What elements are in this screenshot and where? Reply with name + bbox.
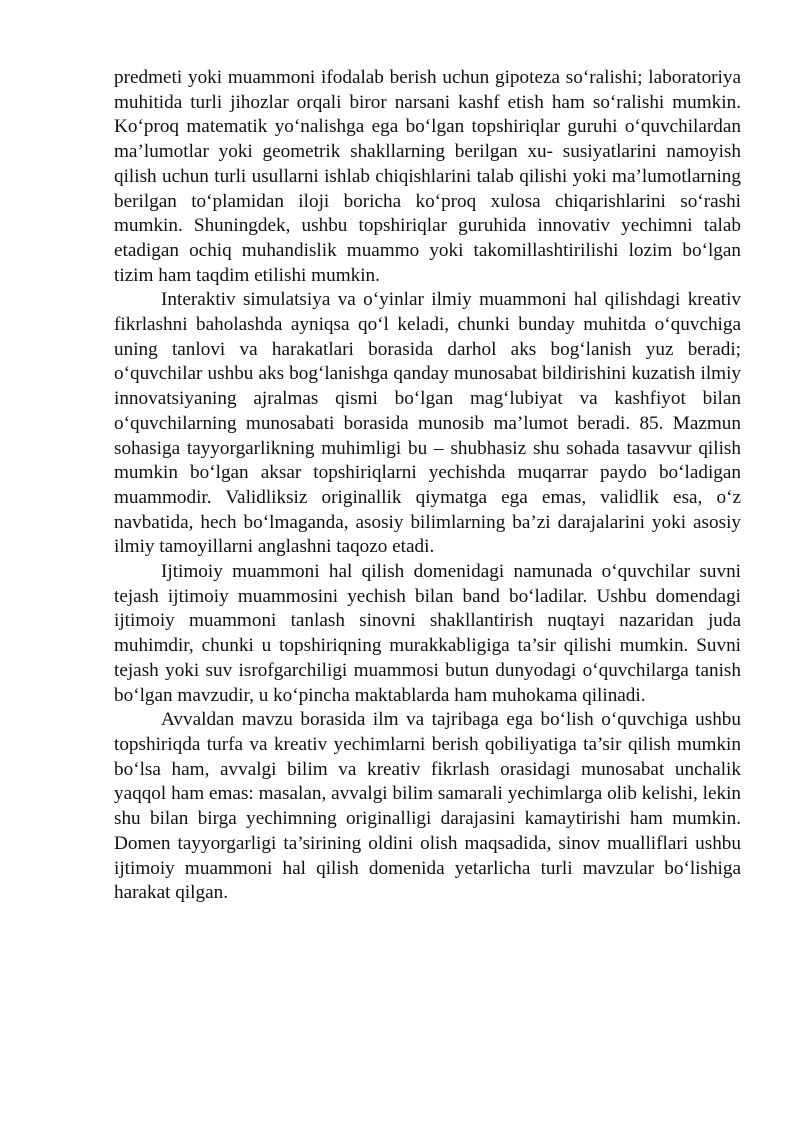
document-page: [114, 66, 741, 906]
paragraph-2: Interaktiv simulatsiya va o‘yinlar ilmiy muammoni hal qilishdagi kreativ fikrlashni baholashda ayniqsa qo‘l keladi, chunki bunday muhitda o‘quvchiga uning tanlovi va harakatlari borasida darhol aks bog‘lanish yuz beradi; o‘quvchilar ushbu aks bog‘lanishga qanday munosabat bildirishini kuzatish ilmiy innovatsiyaning ajralmas qismi bo‘lgan mag‘lubiyat va kashfiyot bilan o‘quvchilarning munosabati borasida munosib ma’lumot beradi. 85. Mazmun sohasiga tayyorgarlikning muhimligi bu – shubhasiz shu sohada tasavvur qilish mumkin bo‘lgan aksar topshiriqlarni yechishda muqarrar paydo bo‘ladigan muammodir. Validliksiz originallik qiymatga ega emas, validlik esa, o‘z navbatida, hech bo‘lmaganda, asosiy bilimlarning ba’zi darajalarini yoki asosiy ilmiy tamoyillarni anglashni taqozo etadi.: [114, 289, 741, 558]
paragraph-1: predmeti yoki muammoni ifodalab berish uchun gipoteza so‘ralishi; laboratoriya muhitida turli jihozlar orqali biror narsani kashf etish ham so‘ralishi mumkin. Ko‘proq matematik yo‘nalishga ega bo‘lgan topshiriqlar guruhi o‘quvchilardan ma’lumotlar yoki geometrik shakllarning berilgan xu- susiyatlarini namoyish qilish uchun turli usullarni ishlab chiqishlarini talab qilishi yoki ma’lumotlarning berilgan to‘plamidan iloji boricha ko‘proq xulosa chiqarishlarini so‘rashi mumkin. Shuningdek, ushbu topshiriqlar guruhida innovativ yechimni talab etadigan ochiq muhandislik muammo yoki takomillashtirilishi lozim bo‘lgan tizim ham taqdim etilishi mumkin.: [114, 67, 741, 286]
paragraph-4: Avvaldan mavzu borasida ilm va tajribaga ega bo‘lish o‘quvchiga ushbu topshiriqda turfa va kreativ yechimlarni berish qobiliyatiga ta’sir qilish mumkin bo‘lsa ham, avvalgi bilim va kreativ fikrlash orasidagi munosabat unchalik yaqqol ham emas: masalan, avvalgi bilim samarali yechimlarga olib kelishi, lekin shu bilan birga yechimning originalligi darajasini kamaytirishi ham mumkin. Domen tayyorgarligi ta’sirining oldini olish maqsadida, sinov mualliflari ushbu ijtimoiy muammoni hal qilish domenida yetarlicha turli mavzular bo‘lishiga harakat qilgan.: [114, 709, 741, 904]
paragraph-3: Ijtimoiy muammoni hal qilish domenidagi namunada o‘quvchilar suvni tejash ijtimoiy muammosini yechish bilan band bo‘ladilar. Ushbu domendagi ijtimoiy muammoni tanlash sinovni shakllantirish nuqtayi nazaridan juda muhimdir, chunki u topshiriqning murakkabligiga ta’sir qilishi mumkin. Suvni tejash yoki suv isrofgarchiligi muammosi butun dunyodagi o‘quvchilarga tanish bo‘lgan mavzudir, u ko‘pincha maktablarda ham muhokama qilinadi.: [114, 561, 741, 706]
